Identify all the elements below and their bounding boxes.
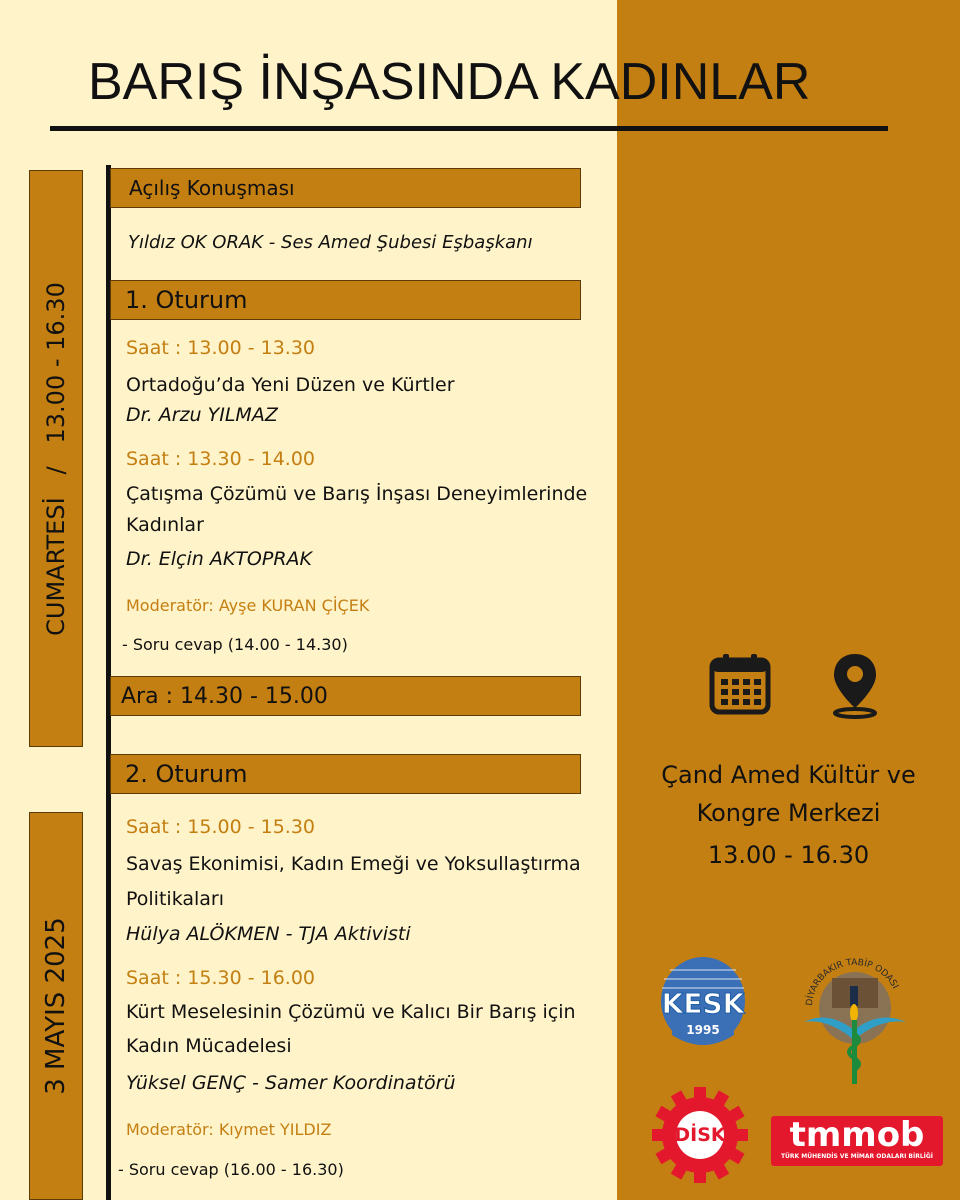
opening-heading: Açılış Konuşması xyxy=(129,176,295,200)
talk-title: Savaş Ekonimisi, Kadın Emeği ve Yoksullaştırma xyxy=(126,853,581,875)
opening-bar xyxy=(110,168,581,208)
opening-speaker: Yıldız OK ORAK - Ses Amed Şubesi Eşbaşkanı xyxy=(128,232,533,253)
talk-speaker: Dr. Elçin AKTOPRAK xyxy=(126,548,313,570)
day-time-label: CUMARTESİ / 13.00 - 16.30 xyxy=(42,281,70,636)
tabip-odasi-emblem xyxy=(798,950,912,1090)
kesk-logo xyxy=(650,955,756,1050)
location-pin-icon xyxy=(828,650,882,720)
tabip-odasi-logo xyxy=(798,950,912,1090)
talk-speaker: Dr. Arzu YILMAZ xyxy=(126,404,278,426)
side-box-date xyxy=(29,812,83,1200)
talk-speaker: Hülya ALÖKMEN - TJA Aktivisti xyxy=(126,923,411,945)
talk-time: Saat : 13.00 - 13.30 xyxy=(126,337,315,359)
disk-name: DİSK xyxy=(674,1124,726,1146)
session2-qa: - Soru cevap (16.00 - 16.30) xyxy=(118,1160,344,1179)
venue-info xyxy=(617,756,960,874)
session2-bar xyxy=(110,754,581,794)
session2-heading: 2. Oturum xyxy=(125,760,248,788)
disk-logo xyxy=(650,1085,750,1185)
calendar-icon xyxy=(708,652,772,716)
venue-name: Kongre Merkezi xyxy=(696,799,881,827)
tmmob-name: tmmob xyxy=(789,1115,925,1155)
talk-speaker: Yüksel GENÇ - Samer Koordinatörü xyxy=(126,1072,456,1094)
date-label: 3 MAYIS 2025 xyxy=(41,917,71,1095)
kesk-name: KESK xyxy=(661,987,745,1020)
break-label: Ara : 14.30 - 15.00 xyxy=(121,683,328,709)
page-title: BARIŞ İNŞASINDA KADINLAR xyxy=(88,53,811,111)
session2-moderator: Moderatör: Kıymet YILDIZ xyxy=(126,1120,332,1139)
venue-time: 13.00 - 16.30 xyxy=(707,841,870,869)
tmmob-subtitle: TÜRK MÜHENDİS VE MİMAR ODALARI BİRLİĞİ xyxy=(780,1153,934,1160)
session1-qa: - Soru cevap (14.00 - 14.30) xyxy=(122,635,348,654)
tmmob-logo xyxy=(771,1116,943,1166)
talk-time: Saat : 15.00 - 15.30 xyxy=(126,816,315,838)
session1-moderator: Moderatör: Ayşe KURAN ÇİÇEK xyxy=(126,596,370,615)
session1-bar xyxy=(110,280,581,320)
talk-title: Politikaları xyxy=(126,888,225,910)
kesk-year: 1995 xyxy=(686,1023,720,1037)
side-box-day-time xyxy=(29,170,83,747)
session1-heading: 1. Oturum xyxy=(125,286,248,314)
talk-time: Saat : 15.30 - 16.00 xyxy=(126,967,315,989)
talk-title: Kadınlar xyxy=(126,514,204,536)
talk-title: Ortadoğu’da Yeni Düzen ve Kürtler xyxy=(126,374,455,396)
title-underline xyxy=(50,126,888,131)
talk-time: Saat : 13.30 - 14.00 xyxy=(126,448,315,470)
talk-title: Kadın Mücadelesi xyxy=(126,1035,292,1057)
venue-name: Çand Amed Kültür ve xyxy=(661,761,916,789)
talk-title: Kürt Meselesinin Çözümü ve Kalıcı Bir Barış için xyxy=(126,1001,576,1023)
tabip-odasi-text: DİYARBAKIR TABİP ODASI xyxy=(804,957,900,1007)
talk-title: Çatışma Çözümü ve Barış İnşası Deneyimlerinde xyxy=(126,483,588,505)
break-bar xyxy=(110,676,581,716)
